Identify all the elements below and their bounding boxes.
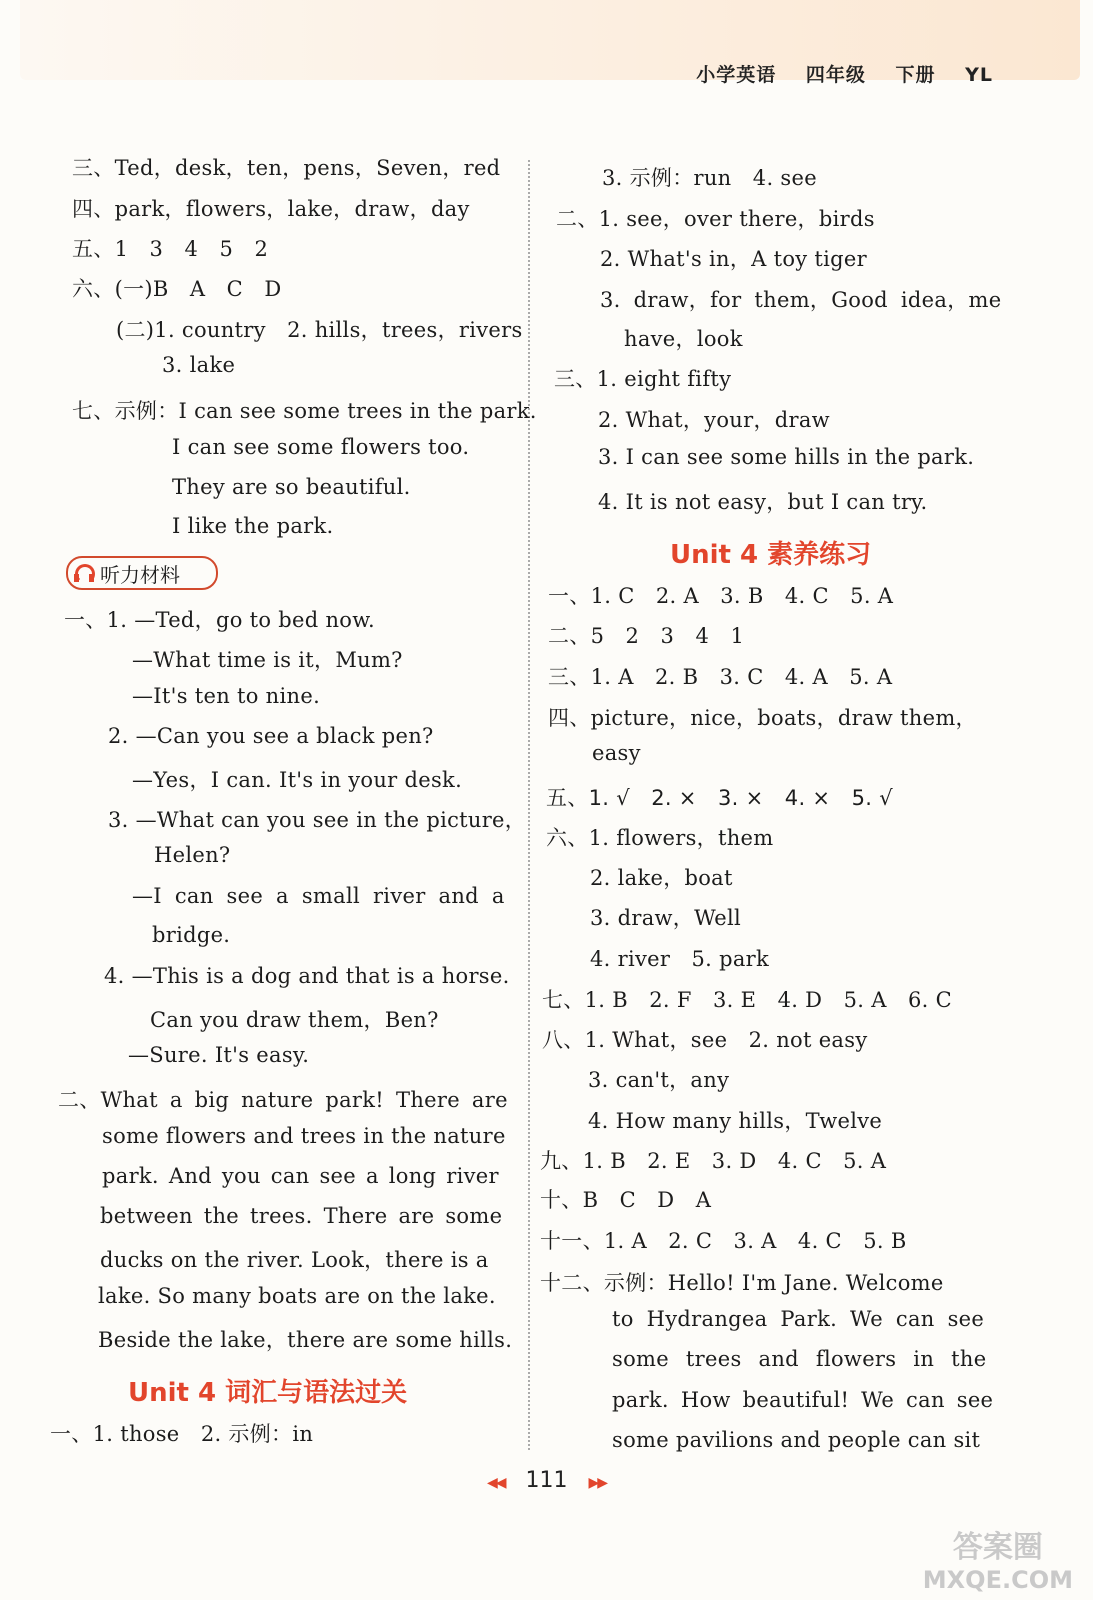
answer-line: I can see some flowers too. xyxy=(172,435,470,459)
listening-line: Beside the lake，there are some hills. xyxy=(98,1328,513,1352)
answer-line: 四、picture，nice，boats，draw them， xyxy=(548,706,977,730)
listening-line: —I can see a small river and a xyxy=(132,884,505,908)
answer-line: 2. What's in，A toy tiger xyxy=(600,247,867,271)
header-volume: 下册 xyxy=(895,64,936,86)
listening-line: —It's ten to nine. xyxy=(132,684,321,708)
listening-badge xyxy=(66,556,218,590)
listening-line: 一、1. —Ted，go to bed now. xyxy=(64,608,375,632)
answer-line: 八、1. What，see 2. not easy xyxy=(542,1028,868,1052)
answer-line: 二、5 2 3 4 1 xyxy=(548,624,745,648)
answer-line: 七、示例：I can see some trees in the park. xyxy=(72,399,537,423)
answer-line: to Hydrangea Park. We can see xyxy=(612,1307,985,1331)
answer-line: 4. It is not easy，but I can try. xyxy=(598,490,928,514)
answer-line: 四、park，flowers，lake，draw，day xyxy=(72,197,470,221)
answer-line: 2. What，your，draw xyxy=(598,408,830,432)
watermark-logo xyxy=(923,1532,1073,1596)
unit-heading-title: 素养练习 xyxy=(767,540,872,570)
listening-line: lake. So many boats are on the lake. xyxy=(98,1284,496,1308)
column-divider xyxy=(528,160,530,1450)
listening-line: ducks on the river. Look，there is a xyxy=(100,1248,489,1272)
headphone-icon xyxy=(74,564,92,582)
answer-line: 十一、1. A 2. C 3. A 4. C 5. B xyxy=(540,1229,907,1253)
listening-line: bridge. xyxy=(152,923,231,947)
header-subject: 小学英语 xyxy=(696,64,777,86)
answer-line: 十二、示例：Hello! I'm Jane. Welcome xyxy=(540,1271,944,1295)
answer-line: 十、B C D A xyxy=(540,1188,712,1212)
listening-title: 听力材料 xyxy=(100,562,180,587)
answer-line: 3. draw，Well xyxy=(590,906,742,930)
listening-line: between the trees. There are some xyxy=(100,1204,503,1228)
answer-line: (二)1. country 2. hills，trees，rivers xyxy=(116,318,523,342)
answer-line: 3. can't，any xyxy=(588,1068,730,1092)
next-page-icon: ▶▶ xyxy=(588,1475,607,1491)
page-number: 111 xyxy=(525,1468,568,1493)
unit-heading-prefix: Unit 4 xyxy=(670,540,759,570)
answer-line: 五、1. √ 2. × 3. × 4. × 5. √ xyxy=(546,786,893,810)
answer-line: 一、1. those 2. 示例：in xyxy=(50,1422,314,1446)
answer-line: They are so beautiful. xyxy=(172,475,411,499)
unit-heading-practice xyxy=(670,534,871,571)
answer-line: 三、1. eight fifty xyxy=(554,367,732,391)
answer-line: 三、Ted，desk，ten，pens，Seven，red xyxy=(72,156,501,180)
answer-line: 3. lake xyxy=(162,353,236,377)
answer-line: 七、1. B 2. F 3. E 4. D 5. A 6. C xyxy=(542,988,952,1012)
answer-line: easy xyxy=(592,741,641,765)
unit-heading-title: 词汇与语法过关 xyxy=(225,1378,408,1408)
answer-line: 六、(一)B A C D xyxy=(72,277,282,301)
answer-line: 一、1. C 2. A 3. B 4. C 5. A xyxy=(548,584,894,608)
answer-line: 4. river 5. park xyxy=(590,947,770,971)
answer-line: 3. I can see some hills in the park. xyxy=(598,445,975,469)
page-header xyxy=(674,60,993,87)
answer-line: 五、1 3 4 5 2 xyxy=(72,237,269,261)
unit-heading-prefix: Unit 4 xyxy=(128,1378,217,1408)
answer-line: 二、1. see，over there，birds xyxy=(556,207,875,231)
answer-line: 九、1. B 2. E 3. D 4. C 5. A xyxy=(540,1149,887,1173)
answer-line: some trees and flowers in the xyxy=(612,1347,987,1371)
answer-line: 三、1. A 2. B 3. C 4. A 5. A xyxy=(548,665,893,689)
listening-line: —What time is it，Mum? xyxy=(132,648,403,672)
watermark-url: MXQE.COM xyxy=(922,1566,1073,1594)
listening-line: —Sure. It's easy. xyxy=(128,1043,310,1067)
listening-line: some flowers and trees in the nature xyxy=(102,1124,506,1148)
answer-line: 2. lake，boat xyxy=(590,866,733,890)
listening-line: 2. —Can you see a black pen? xyxy=(108,724,434,748)
answer-line: 3. 示例：run 4. see xyxy=(602,166,817,190)
header-grade: 四年级 xyxy=(805,64,866,86)
answer-line: some pavilions and people can sit xyxy=(612,1428,981,1452)
answer-line: I like the park. xyxy=(172,514,334,538)
unit-heading-vocab xyxy=(128,1372,407,1409)
answer-line: have，look xyxy=(624,327,743,351)
watermark-text: 答案圈 xyxy=(952,1530,1043,1565)
prev-page-icon: ◀◀ xyxy=(486,1475,505,1491)
listening-line: —Yes，I can. It's in your desk. xyxy=(132,768,463,792)
header-edition: YL xyxy=(965,64,993,86)
listening-line: park. And you can see a long river xyxy=(102,1164,499,1188)
answer-line: park. How beautiful! We can see xyxy=(612,1388,994,1412)
listening-line: Helen? xyxy=(154,843,231,867)
listening-line: Can you draw them，Ben? xyxy=(150,1008,439,1032)
page-footer xyxy=(0,1468,1093,1493)
answer-line: 六、1. flowers，them xyxy=(546,826,774,850)
listening-line: 二、What a big nature park! There are xyxy=(58,1088,508,1112)
listening-line: 4. —This is a dog and that is a horse. xyxy=(104,964,510,988)
listening-line: 3. —What can you see in the picture， xyxy=(108,808,527,832)
answer-line: 4. How many hills，Twelve xyxy=(588,1109,883,1133)
answer-line: 3. draw，for them，Good idea，me xyxy=(600,288,1002,312)
